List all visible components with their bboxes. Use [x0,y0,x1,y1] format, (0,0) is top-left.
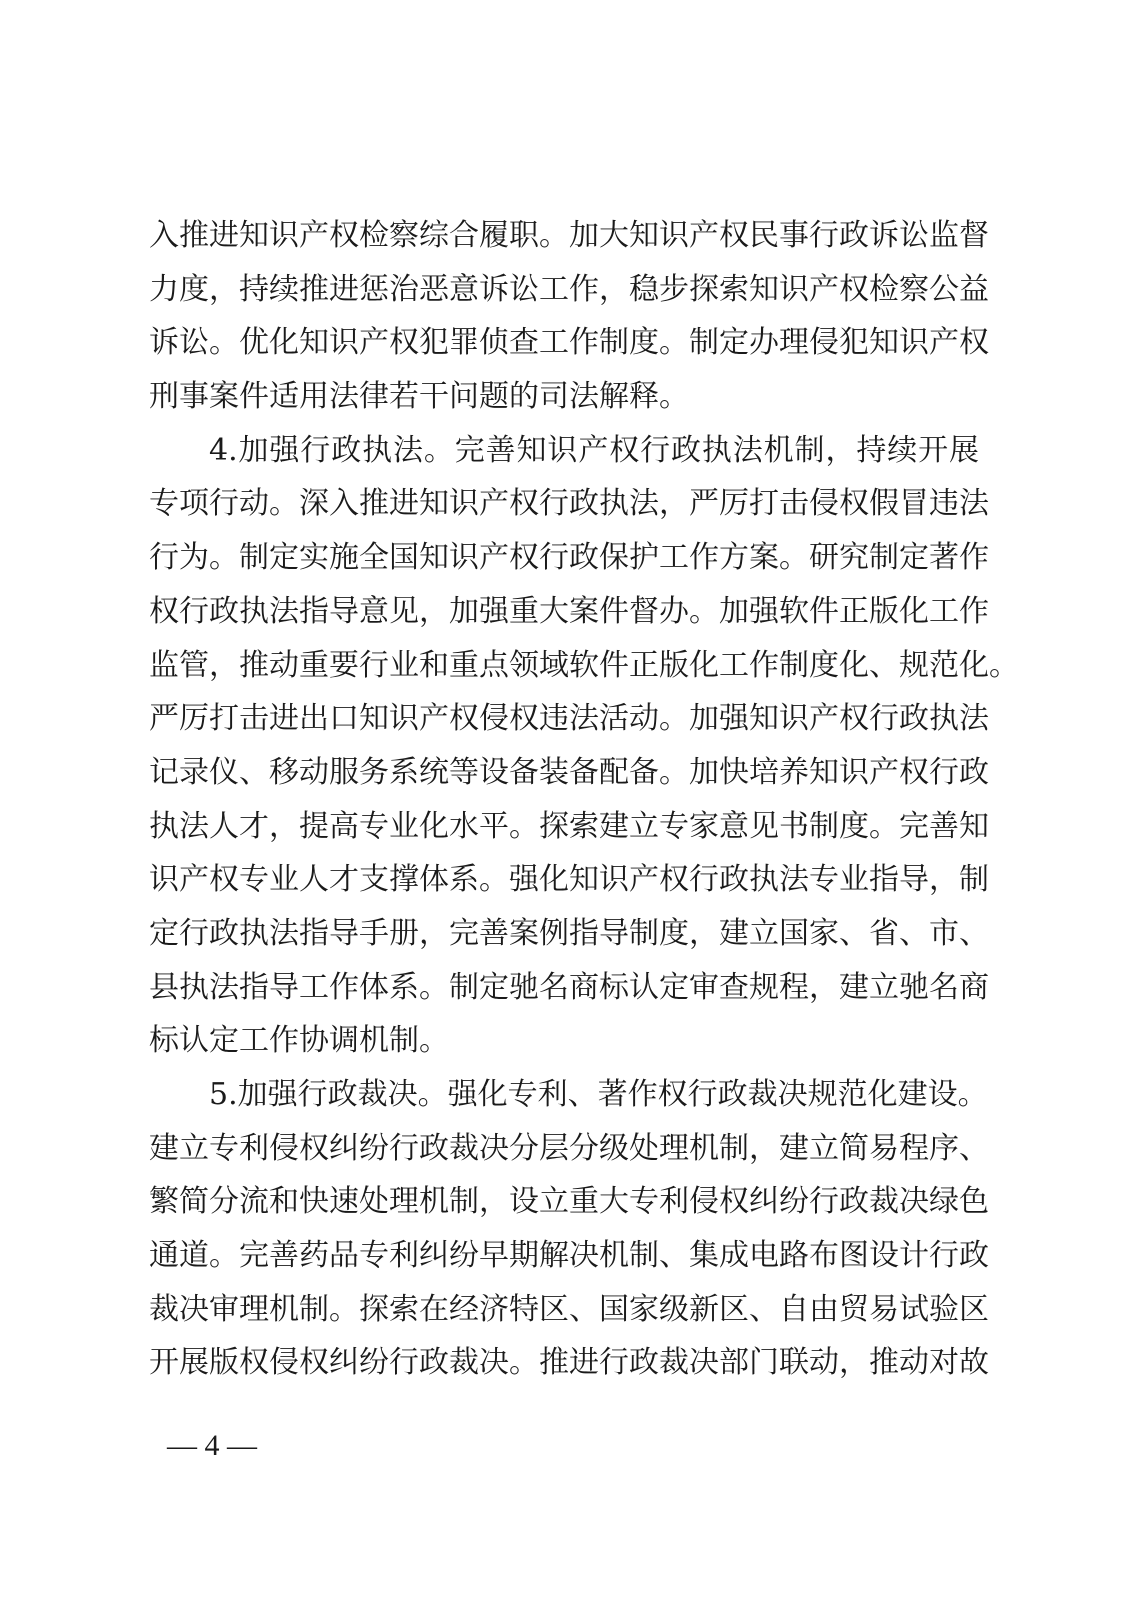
text-line: 县 执 法 指 导 工 作 体 系 。 制 定 驰 名 商 标 认 定 审 查 规 程 ， 建 立 驰 名 商 [149,969,989,1005]
text-line: 通 道 。 完 善 药 品 专 利 纠 纷 早 期 解 决 机 制 、 集 成 电 路 布 图 设 计 行 政 [149,1238,989,1274]
page-number: — 4 — [167,1429,257,1462]
text-line: 专 项 行 动 。 深 入 推 进 知 识 产 权 行 政 执 法 ， 严 厉 打 击 侵 权 假 冒 违 法 [149,486,989,522]
text-line: 繁 简 分 流 和 快 速 处 理 机 制 ， 设 立 重 大 专 利 侵 权 纠 纷 行 政 裁 决 绿 色 [149,1184,989,1220]
text-line: 4. 加 强 行 政 执 法 。 完 善 知 识 产 权 行 政 执 法 机 制 ， 持 续 开 展 [209,432,979,468]
text-line: 裁 决 审 理 机 制 。 探 索 在 经 济 特 区 、 国 家 级 新 区 、 自 由 贸 易 试 验 区 [149,1291,989,1327]
body-text [149,209,1019,1390]
text-line: 执 法 人 才 ， 提 高 专 业 化 水 平 。 探 索 建 立 专 家 意 见 书 制 度 。 完 善 知 [149,808,989,844]
text-line: 标认定工作协调机制。 [149,1023,449,1059]
text-line: 开 展 版 权 侵 权 纠 纷 行 政 裁 决 。 推 进 行 政 裁 决 部 门 联 动 ， 推 动 对 故 [149,1345,989,1381]
text-line: 建 立 专 利 侵 权 纠 纷 行 政 裁 决 分 层 分 级 处 理 机 制 ， 建 立 简 易 程 序 、 [149,1130,989,1166]
text-line: 力 度 ， 持 续 推 进 惩 治 恶 意 诉 讼 工 作 ， 稳 步 探 索 知 识 产 权 检 察 公 益 [149,271,989,307]
text-line: 识 产 权 专 业 人 才 支 撑 体 系 。 强 化 知 识 产 权 行 政 执 法 专 业 指 导 ， 制 [149,862,989,898]
text-line: 严 厉 打 击 进 出 口 知 识 产 权 侵 权 违 法 活 动 。 加 强 知 识 产 权 行 政 执 法 [149,701,989,737]
text-line: 刑事案件适用法律若干问题的司法解释。 [149,379,689,415]
text-line: 权 行 政 执 法 指 导 意 见 ， 加 强 重 大 案 件 督 办 。 加 强 软 件 正 版 化 工 作 [149,593,989,629]
text-line: 诉 讼 。 优 化 知 识 产 权 犯 罪 侦 查 工 作 制 度 。 制 定 办 理 侵 犯 知 识 产 权 [149,325,989,361]
text-line: 记 录 仪 、 移 动 服 务 系 统 等 设 备 装 备 配 备 。 加 快 培 养 知 识 产 权 行 政 [149,754,989,790]
text-line: 5. 加 强 行 政 裁 决 。 强 化 专 利 、 著 作 权 行 政 裁 决 规 范 化 建 设 。 [209,1077,988,1112]
text-line: 定 行 政 执 法 指 导 手 册 ， 完 善 案 例 指 导 制 度 ， 建 立 国 家 、 省 、 市 、 [149,915,989,951]
text-line: 入 推 进 知 识 产 权 检 察 综 合 履 职 。 加 大 知 识 产 权 民 事 行 政 诉 讼 监 督 [149,218,989,253]
text-line: 监 管 ， 推 动 重 要 行 业 和 重 点 领 域 软 件 正 版 化 工 作 制 度 化 、 规 范 化 。 [149,647,1019,683]
text-line: 行 为 。 制 定 实 施 全 国 知 识 产 权 行 政 保 护 工 作 方 案 。 研 究 制 定 著 作 [149,540,989,576]
